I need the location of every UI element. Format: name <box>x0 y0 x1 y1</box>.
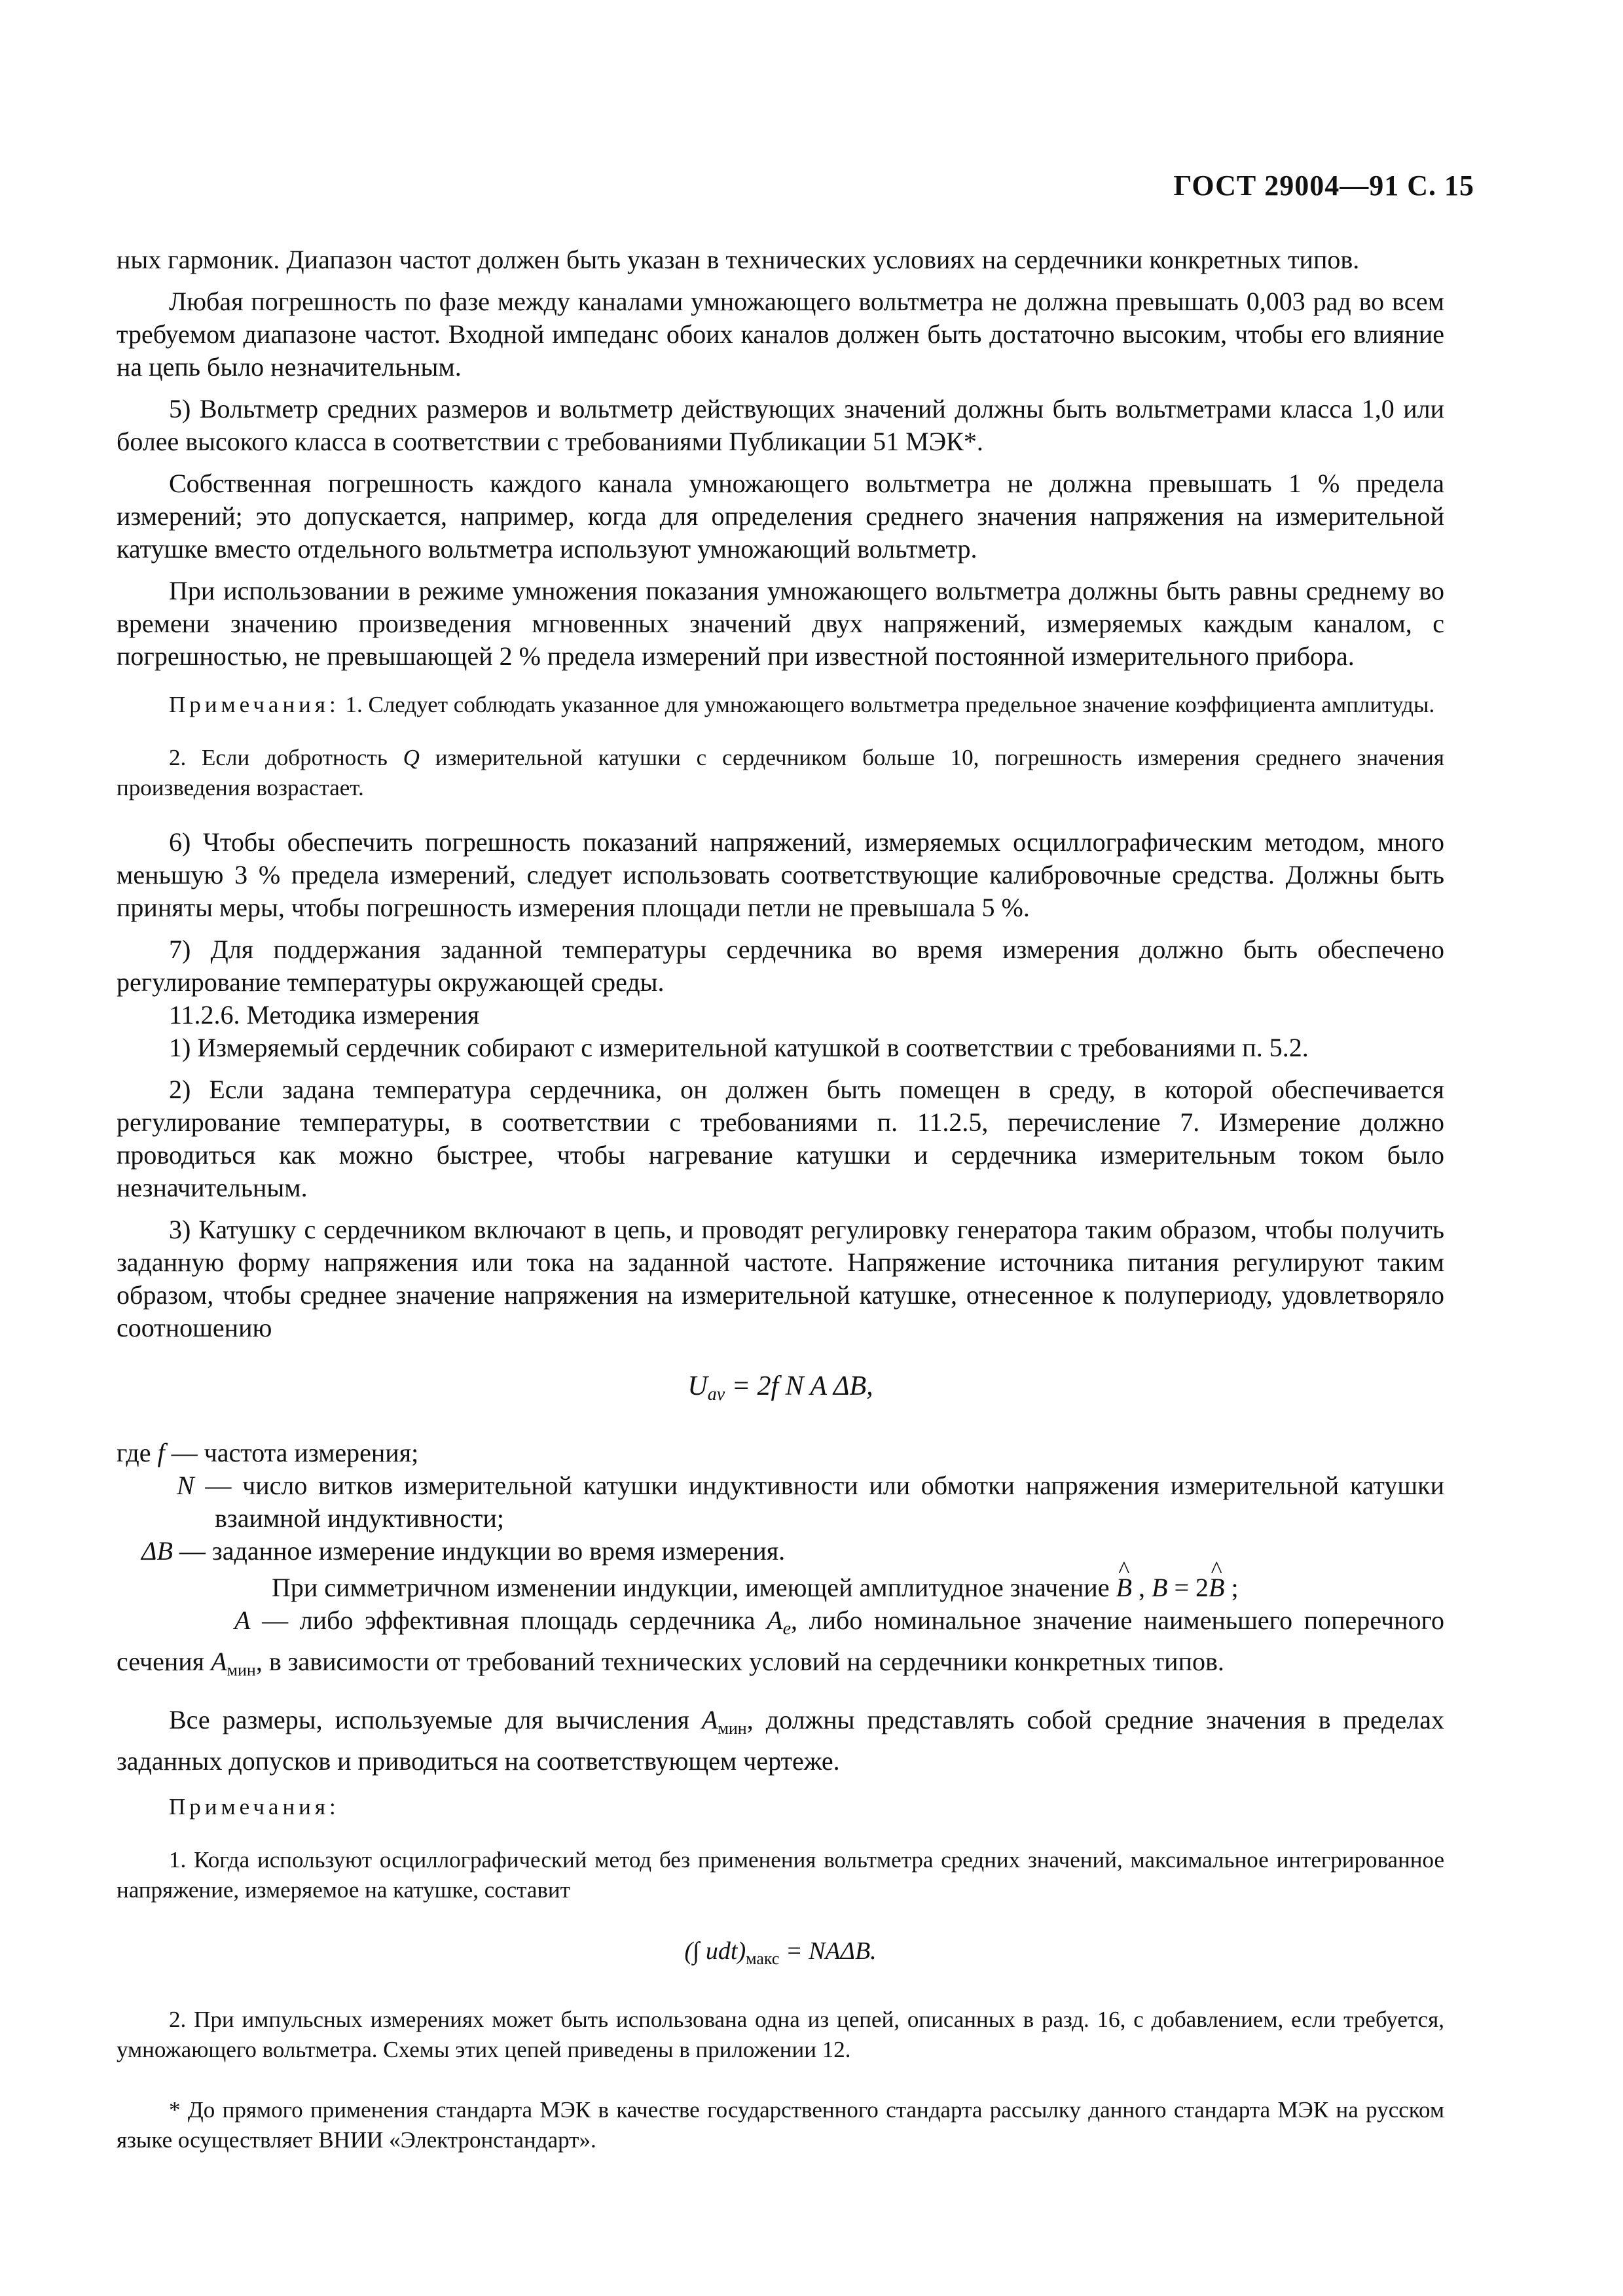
paragraph: Любая погрешность по фазе между каналами умножающего вольтметра не должна превышать 0,003 рад во всем требуемом диапазоне частот. Входной импеданс обоих каналов должен быть достаточно высоким, чтобы его влияние на цепь было незначительным. <box>117 287 1444 382</box>
note-text: измерительной катушки с сердечником больше 10, погрешность измерения среднего значения произведения возрастает. <box>117 745 1444 800</box>
paragraph: При использовании в режиме умножения показания умножающего вольтметра должны быть равны среднему во времени значению произведения мгновенных значений двух напряжений, измеряемых каждым каналом, с погрешностью, не превышающей 2 % предела измерений при известной постоянной измерительного прибора. <box>117 576 1444 671</box>
paragraph: 5) Вольтметр средних размеров и вольтметр действующих значений должны быть вольтметрами класса 1,0 или более высокого класса в соответствии с требованиями Публикации 51 МЭК*. <box>117 394 1444 456</box>
document-body <box>117 243 1444 2178</box>
note-2: 2. При импульсных измерениях может быть использована одна из цепей, описанных в разд. 16, с добавлением, если требуется, умножающего вольтметра. Схемы этих цепей приведены в приложении 12. <box>117 2007 1444 2062</box>
paragraph: ных гармоник. Диапазон частот должен быть указан в технических условиях на сердечники конкретных типов. <box>117 245 1360 274</box>
notes-label: Примечания: <box>169 1794 340 1820</box>
formula-uav: $U_{av} = 2f$ N A ΔB, <box>687 1371 873 1405</box>
paragraph: 1) Измеряемый сердечник собирают с измерительной катушкой в соответствии с требованиями п. 5.2. <box>169 1033 1309 1062</box>
paragraph: 2) Если задана температура сердечника, он должен быть помещен в среду, в которой обеспечивается регулирование температуры, в соответствии с требованиями п. 11.2.5, перечисление 7. Измерение должно проводиться как можно быстрее, чтобы нагревание катушки и сердечника измерительным током было незначительным. <box>117 1075 1444 1202</box>
where-n: N — число витков измерительной катушки индуктивности или обмотки напряжения измерительной катушки взаимной индуктивности; <box>177 1471 1444 1533</box>
where-b: При симметричном изменении индукции, имеющей амплитудное значение ^ B , B = 2^ B ; <box>117 1571 1444 1604</box>
where-a: A — либо эффективная площадь сердечника $A_e$, либо номинальное значение наименьшего поперечного сечения $A_{мин}$, в зависимости от требований технических условий на сердечники конкретных типов. <box>117 1605 1444 1679</box>
page-header: ГОСТ 29004—91 С. 15 <box>1173 170 1474 202</box>
note-2 <box>117 743 1444 803</box>
note-text: 1. Следует соблюдать указанное для умножающего вольтметра предельное значение коэффициента амплитуды. <box>339 692 1435 717</box>
paragraph: Все размеры, используемые для вычисления $A_{мин}$, должны представлять собой средние значения в пределах заданных допусков и приводиться на соответствующем чертеже. <box>117 1705 1444 1776</box>
paragraph: 3) Катушку с сердечником включают в цепь, и проводят регулировку генератора таким образом, чтобы получить заданную форму напряжения или тока на заданной частоте. Напряжение источника питания регулируют таким образом, чтобы среднее значение напряжения на измерительной катушке, отнесенное к полупериоду, удовлетворяло соотношению <box>117 1215 1444 1342</box>
note-text: 2. Если добротность <box>169 745 403 770</box>
section-heading: 11.2.6. Методика измерения <box>169 1000 480 1030</box>
paragraph: 7) Для поддержания заданной температуры сердечника во время измерения должно быть обеспечено регулирование температуры окружающей среды. <box>117 935 1444 997</box>
where-db: ΔB — заданное измерение индукции во время измерения. <box>141 1536 786 1566</box>
where-f: где f — частота измерения; <box>117 1438 419 1467</box>
formula-integral: (∫ $udt)_{макс} = NA\Delta B$. <box>684 1937 877 1968</box>
footnote: * До прямого применения стандарта МЭК в качестве государственного стандарта рассылку данного стандарта МЭК на русском языке осуществляет ВНИИ «Электронстандарт». <box>117 2097 1444 2153</box>
symbol-q: Q <box>403 745 420 770</box>
paragraph: 6) Чтобы обеспечить погрешность показаний напряжений, измеряемых осциллографическим методом, много меньшую 3 % предела измерений, следует использовать соответствующие калибровочные средства. Должны быть приняты меры, чтобы погрешность измерения площади петли не превышала 5 %. <box>117 827 1444 922</box>
note-label: Примечания: <box>169 692 340 717</box>
note-1: 1. Когда используют осциллографический метод без применения вольтметра средних значений, максимальное интегрированное напряжение, измеряемое на катушке, составит <box>117 1847 1444 1903</box>
paragraph: Собственная погрешность каждого канала умножающего вольтметра не должна превышать 1 % предела измерений; это допускается, например, когда для определения среднего значения напряжения на измерительной катушке вместо отдельного вольтметра используют умножающий вольтметр. <box>117 469 1444 564</box>
note-1 <box>117 690 1444 720</box>
